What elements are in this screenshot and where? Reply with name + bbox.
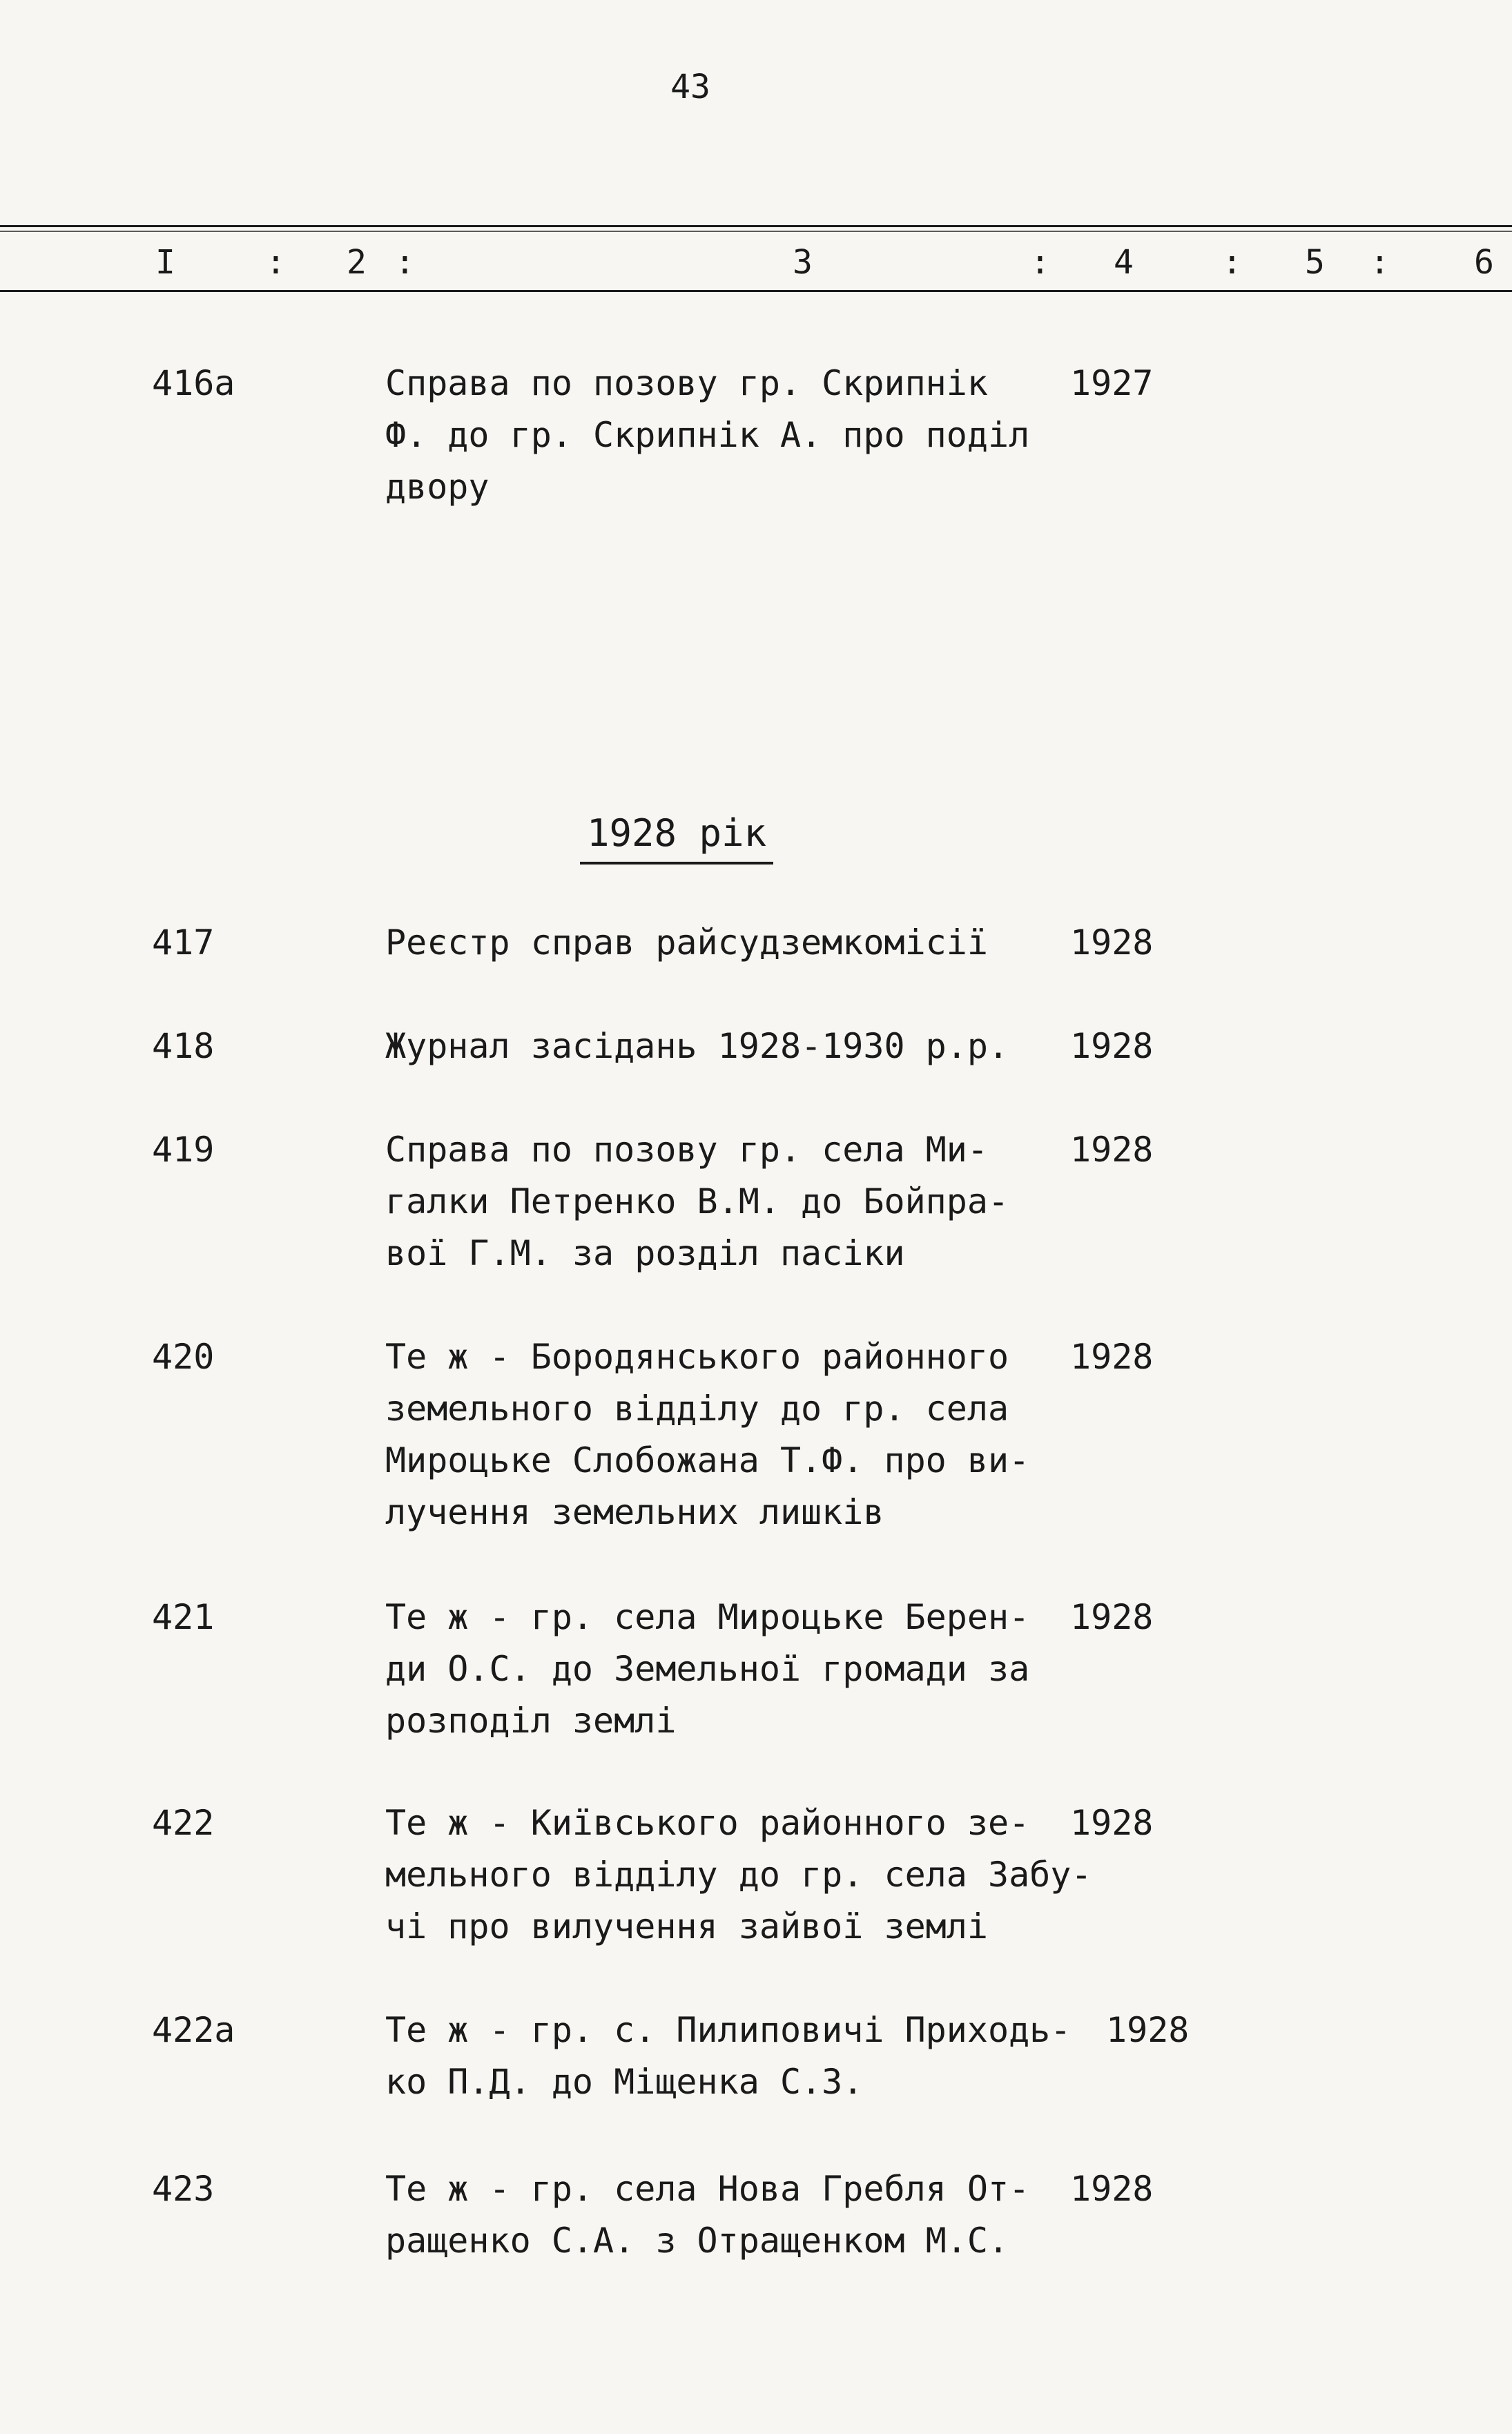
entry-description-line: розподіл землі [385, 1701, 677, 1741]
entry-description-line: лучення земельних лишків [385, 1492, 884, 1532]
entry-number: 422 [152, 1803, 215, 1843]
column-header-2: 2 [347, 243, 367, 282]
entry-year: 1928 [1070, 1130, 1154, 1170]
entry-number: 417 [152, 923, 215, 963]
column-header-6: 6 [1474, 243, 1494, 282]
entry-number: 416а [152, 363, 235, 403]
year-heading: 1928 рік [580, 809, 773, 865]
entry-description-line: ращенко С.А. з Отращенком М.С. [385, 2221, 1009, 2261]
entry-description-line: чі про вилучення зайвої землі [385, 1906, 988, 1947]
column-header-5: 5 [1305, 243, 1325, 282]
entry-description [385, 1331, 1076, 1538]
entry-description-line: Те ж - Київського районного зе- [385, 1803, 1030, 1843]
column-separator: : [395, 243, 415, 282]
entry-number: 419 [152, 1130, 215, 1170]
column-header-3: 3 [793, 243, 813, 282]
entry-description [385, 1797, 1092, 1953]
entry-year: 1927 [1070, 363, 1154, 403]
entry-number: 420 [152, 1337, 215, 1377]
entry-number: 418 [152, 1026, 215, 1066]
entry-number: 421 [152, 1597, 215, 1637]
entry-description-line: Те ж - гр. села Мироцьке Берен- [385, 1597, 1030, 1637]
entry-description-line: Те ж - гр. села Нова Гребля От- [385, 2169, 1030, 2209]
header-rule-top-2 [0, 231, 1512, 232]
entry-description-line: Мироцьке Слобожана Т.Ф. про ви- [385, 1440, 1030, 1480]
entry-description [385, 2005, 1076, 2108]
entry-description [385, 2163, 1076, 2267]
column-separator: : [1222, 243, 1242, 282]
entry-description [385, 1592, 1076, 1747]
entry-description-line: Те ж - гр. с. Пилиповичі Приходь- [385, 2010, 1072, 2050]
entry-description-line: двору [385, 467, 490, 507]
entry-description-line: мельного відділу до гр. села Забу- [385, 1855, 1092, 1895]
entry-year: 1928 [1070, 1337, 1154, 1377]
entry-year: 1928 [1070, 1803, 1154, 1843]
column-separator: : [1370, 243, 1390, 282]
page-number: 43 [670, 68, 710, 106]
entry-description-line: Справа по позову гр. села Ми- [385, 1130, 988, 1170]
entry-description-line: галки Петренко В.М. до Бойпра- [385, 1181, 1009, 1221]
entry-description [385, 917, 1076, 969]
column-header-4: 4 [1114, 243, 1134, 282]
entry-description [385, 1021, 1076, 1072]
column-separator: : [1030, 243, 1050, 282]
entry-description [385, 358, 1076, 513]
entry-description-line: земельного відділу до гр. села [385, 1389, 1009, 1429]
entry-description [385, 1124, 1076, 1279]
entry-number: 423 [152, 2169, 215, 2209]
column-header-1: I [155, 243, 175, 282]
entry-description-line: Справа по позову гр. Скрипнік [385, 363, 988, 403]
entry-description-line: ди О.С. до Земельної громади за [385, 1649, 1030, 1689]
entry-description-line: Реєстр справ райсудземкомісії [385, 923, 988, 963]
entry-description-line: вої Г.М. за розділ пасіки [385, 1233, 905, 1273]
entry-description-line: Ф. до гр. Скрипнік А. про поділ [385, 415, 1030, 455]
entry-description-line: Те ж - Бородянського районного [385, 1337, 1009, 1377]
entry-description-line: ко П.Д. до Міщенка С.З. [385, 2062, 864, 2102]
entry-year: 1928 [1070, 1026, 1154, 1066]
entry-number: 422а [152, 2010, 235, 2050]
entry-year: 1928 [1070, 2169, 1154, 2209]
entry-year: 1928 [1106, 2010, 1190, 2050]
entry-year: 1928 [1070, 1597, 1154, 1637]
entry-year: 1928 [1070, 923, 1154, 963]
entry-description-line: Журнал засідань 1928-1930 р.р. [385, 1026, 1009, 1066]
column-separator: : [266, 243, 286, 282]
header-rule-bottom [0, 290, 1512, 292]
header-rule-top [0, 225, 1512, 227]
